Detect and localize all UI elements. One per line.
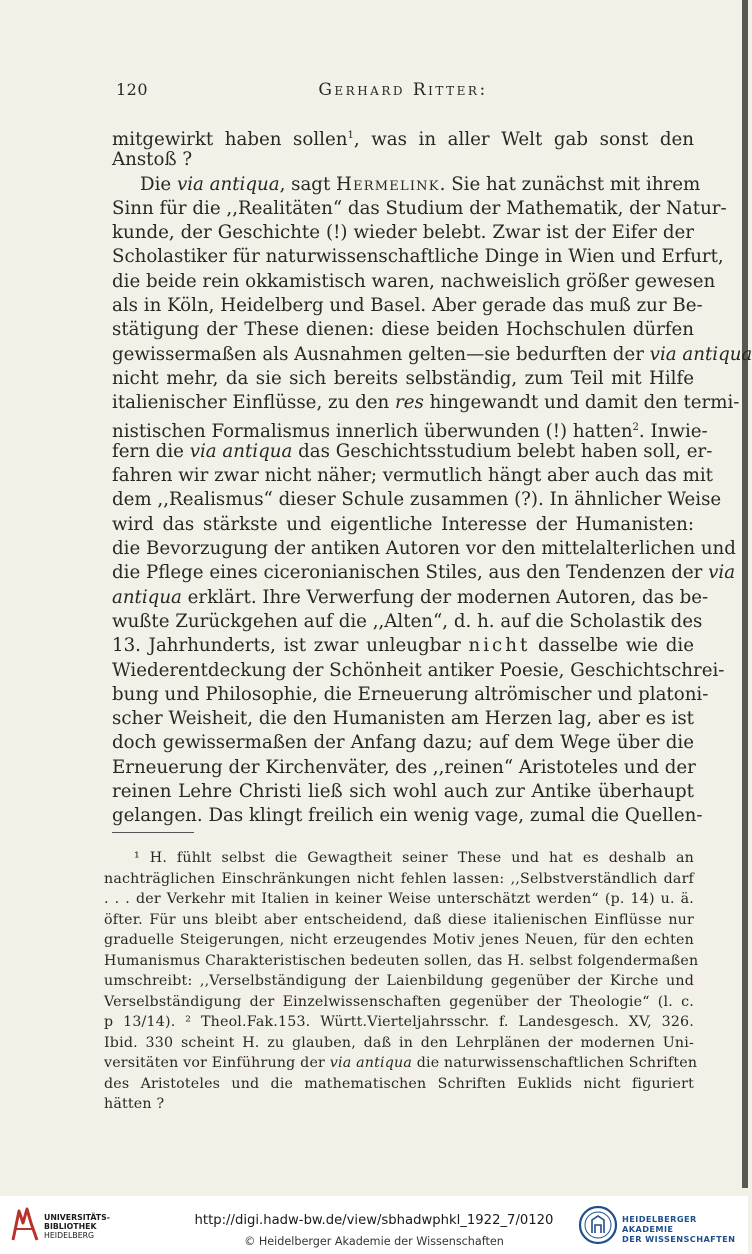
running-head: Gerhard Ritter: [318,80,488,100]
text-line: fahren wir zwar nicht näher; vermutlich hängt aber auch das mit [112,465,713,487]
footnote-line: ¹ H. fühlt selbst die Gewagtheit seiner These und hat es deshalb an [134,850,694,866]
text-line: italienischer Einflüsse, zu den res hingewandt und damit den termi- [112,392,740,414]
text-line: wird das stärkste und eigentliche Interesse der Humanisten: [112,513,694,535]
text-line: doch gewissermaßen der Anfang dazu; auf dem Wege über die [112,732,694,754]
footnote-line: p 13/14). ² Theol.Fak.153. Württ.Vierteljahrsschr. f. Landesgesch. XV, 326. [104,1014,694,1030]
footnote-line: nachträglichen Einschränkungen nicht fehlen lassen: ,,Selbstverständlich darf [104,870,694,887]
text-line: antiqua erklärt. Ihre Verwerfung der modernen Autoren, das be- [112,586,709,608]
text-line: nistischen Formalismus innerlich überwunden (!) hatten$^2$. Inwie- [112,420,708,442]
footnote-line: öfter. Für uns bleibt aber entscheidend, daß diese italienischen Einflüsse nur [104,911,694,928]
academy-seal-icon [578,1205,618,1245]
viewer-footer [0,1196,748,1254]
text-line: Scholastiker für naturwissenschaftliche Dinge in Wien und Erfurt, [112,246,724,268]
text-line: die Bevorzugung der antiken Autoren vor den mittelalterlichen und [112,538,736,560]
text-line: wußte Zurückgehen auf die ,,Alten“, d. h. auf die Scholastik des [112,610,703,632]
text-line: als in Köln, Heidelberg und Basel. Aber gerade das muß zur Be- [112,295,703,317]
text-line: bung und Philosophie, die Erneuerung altrömischer und platoni- [112,683,709,705]
text-line: nicht mehr, da sie sich bereits selbständig, zum Teil mit Hilfe [112,367,694,389]
footnote-line: des Aristoteles und die mathematischen Schriften Euklids nicht figuriert [104,1075,694,1092]
footnote-line: Verselbständigung der Einzelwissenschaften gegenüber der Theologie“ (l. c. [104,993,694,1010]
text-line: Anstoß ? [112,149,193,171]
text-line: scher Weisheit, die den Humanisten am Herzen lag, aber es ist [112,708,694,730]
footnote-divider [112,832,194,833]
text-line: reinen Lehre Christi ließ sich wohl auch zur Antike überhaupt [112,781,694,803]
permalink[interactable]: http://digi.hadw-bw.de/view/sbhadwphkl_1922_7/0120 [194,1213,554,1228]
author-name: Hermelink [336,173,440,195]
text-line: Erneuerung der Kirchenväter, des ,,reinen“ Aristoteles und der [112,756,696,778]
copyright-notice: © Heidelberger Akademie der Wissenschaften [244,1235,504,1248]
footnote-line: graduelle Steigerungen, nicht erzeugendes Motiv jenes Neuen, für den echten [104,932,694,948]
text-line: mitgewirkt haben sollen$^1$, was in aller Welt gab sonst den [112,129,694,151]
page-edge-shadow [742,0,748,1188]
footnote-line: Humanismus Charakteristischen bedeuten sollen, das H. selbst folgendermaßen [104,952,699,969]
library-name: UNIVERSITÄTS- BIBLIOTHEK HEIDELBERG [44,1213,110,1240]
page-number: 120 [116,80,149,99]
text-line: gelangen. Das klingt freilich ein wenig vage, zumal die Quellen- [112,805,703,827]
text-line: dem ,,Realismus“ dieser Schule zusammen (?). In ähnlicher Weise [112,489,722,511]
footnote-line: . . . der Verkehr mit Italien in keiner Weise unterschätzt werden“ (p. 14) u. ä. [104,891,694,907]
page-header [112,80,694,102]
text-line: die Pflege eines ciceronianischen Stiles, aus den Tendenzen der via [112,562,736,584]
text-line: gewissermaßen als Ausnahmen gelten—sie bedurften der via antiqua [112,343,752,365]
text-line: Sinn für die ,,Realitäten“ das Studium der Mathematik, der Natur- [112,197,727,219]
footnote-line: hätten ? [104,1096,165,1112]
text-line: die beide rein okkamistisch waren, nachweislich größer gewesen [112,270,716,292]
text-line: Wiederentdeckung der Schönheit antiker Poesie, Geschichtschrei- [112,659,725,681]
footnotes [104,848,699,1115]
text-line: 13. Jahrhunderts, ist zwar unleugbar nicht dasselbe wie die [112,635,694,657]
footnote-line: versitäten vor Einführung der via antiqua die naturwissenschaftlichen Schriften [104,1055,698,1071]
academy-name: HEIDELBERGER AKADEMIE DER WISSENSCHAFTEN [622,1214,736,1244]
text-line: fern die via antiqua das Geschichtsstudium belebt haben soll, er- [112,440,713,462]
text-line: kunde, der Geschichte (!) wieder belebt. Zwar ist der Eifer der [112,222,694,244]
text-line: stätigung der These dienen: diese beiden Hochschulen dürfen [112,319,694,341]
footnote-line: umschreibt: ,,Verselbständigung der Laienbildung gegenüber der Kirche und [104,973,694,989]
footnote-line: Ibid. 330 scheint H. zu glauben, daß in den Lehrplänen der modernen Uni- [104,1034,694,1051]
main-text [112,124,752,829]
text-line: Die via antiqua, sagt Hermelink. Sie hat zunächst mit ihrem [140,173,701,195]
